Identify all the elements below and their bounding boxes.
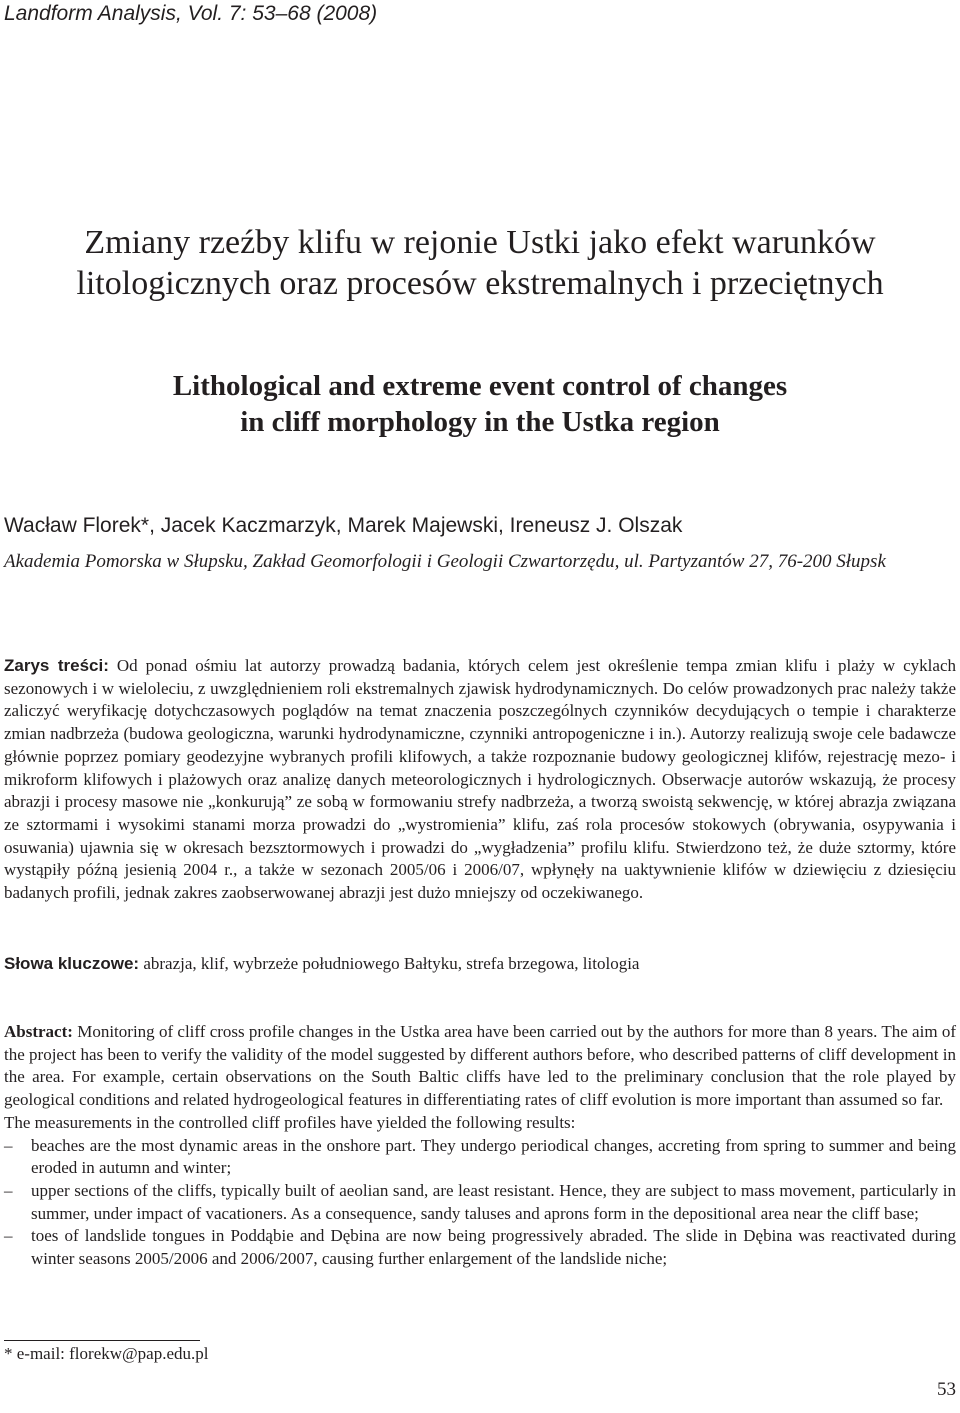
affiliation: Akademia Pomorska w Słupsku, Zakład Geomorfologii i Geologii Czwartorzędu, ul. Partyzantów 27, 76-200 Słupsk [4,551,886,572]
english-title-line-2: in cliff morphology in the Ustka region [240,406,720,438]
list-dash: – [4,1135,13,1155]
results-intro: The measurements in the controlled cliff profiles have yielded the following results: [4,1112,576,1132]
footnote-divider [4,1340,200,1341]
polish-abstract-text: Od ponad ośmiu lat autorzy prowadzą badania, których celem jest określenie tempa zmian klifu i plaży w cyklach sezonowych i w wieloleciu, z uwzględnieniem roli ekstremalnych zjawisk hydrodynamicznych. Do celów prowadzonych prac należy także zaliczyć weryfikację dotychczasowych poglądów na temat znaczenia poszczególnych czynników decydujących o tempie i charakterze zmian nadbrzeża (budowa geologiczna, warunki hydrodynamiczne, czynniki antropogeniczne i in.). Autorzy realizują swoje cele badawcze głównie poprzez pomiary geodezyjne wybranych profili klifowych, a także rozpoznanie budowy geologicznej klifów, rejestrację mezo- i mikroform klifowych i plażowych oraz analizę danych meteorologicznych i hydrologicznych. Obserwacje autorów wskazują, że procesy abrazji i procesy masowe nie „konkurują” ze sobą w formowaniu strefy nadbrzeża, a tworzą swoistą sekwencję, w której abrazja związana ze sztormami i wysokimi stanami morza prowadzi do „wystromienia” klifu, zaś rola procesów stokowych (obrywania, osypywania i osuwania) ujawnia się w okresach bezsztormowych i prowadzi do „wygładzenia” profilu klifu. Stwierdzono też, że duże sztormy, które wystąpiły późną jesienią 2004 r., a także w sezonach 2005/06 i 2006/07, wpłynęły na uaktywnienie klifów w dziewięciu z dziesięciu badanych profili, jednak zakres zaobserwowanej abrazji jest dużo mniejszy od oczekiwanego. [4,656,956,903]
results-list [4,1135,956,1271]
polish-abstract-label: Zarys treści: [4,656,109,675]
list-item-text: beaches are the most dynamic areas in the onshore part. They undergo periodical changes, accreting from spring to summer and being eroded in autumn and winter; [31,1135,956,1178]
polish-title [0,222,960,304]
polish-keywords-label: Słowa kluczowe: [4,954,140,973]
journal-header: Landform Analysis, Vol. 7: 53–68 (2008) [4,2,378,25]
english-abstract-text: Monitoring of cliff cross profile changes in the Ustka area have been carried out by the authors for more than 8 years. The aim of the project has been to verify the validity of the model suggested by different authors before, who described patterns of cliff development in the area. For example, certain observations on the South Baltic cliffs have led to the preliminary conclusion that the role played by geological conditions and related hydrogeological features in differentiating rates of cliff evolution is more important than assumed so far. [4,1022,957,1110]
footnote-email: * e-mail: florekw@pap.edu.pl [4,1344,209,1363]
polish-keywords-text: abrazja, klif, wybrzeże południowego Bałtyku, strefa brzegowa, litologia [143,954,640,973]
polish-keywords [4,953,956,976]
english-title [0,368,960,440]
polish-abstract [4,655,956,905]
list-dash: – [4,1226,13,1246]
list-item-text: toes of landslide tongues in Poddąbie and Dębina are now being progressively abraded. The slide in Dębina was reactivated during winter seasons 2005/2006 and 2006/2007, causing further enlargement of the landslide niche; [31,1226,956,1269]
list-item [4,1225,956,1270]
list-item-text: upper sections of the cliffs, typically built of aeolian sand, are least resistant. Hence, they are subject to mass movement, particularly in summer, under impact of vacationers. As a consequence, sandy taluses and aprons form in the depositional area near the cliff base; [31,1180,956,1223]
english-abstract [4,1021,956,1271]
polish-title-line-2: litologicznych oraz procesów ekstremalnych i przeciętnych [76,265,884,302]
english-abstract-label: Abstract: [4,1022,73,1041]
list-dash: – [4,1180,13,1200]
page-number: 53 [937,1379,956,1400]
polish-title-line-1: Zmiany rzeźby klifu w rejonie Ustki jako efekt warunków [84,224,876,261]
author-list: Wacław Florek*, Jacek Kaczmarzyk, Marek Majewski, Ireneusz J. Olszak [4,514,683,537]
list-item [4,1135,956,1180]
list-item [4,1180,956,1225]
english-title-line-1: Lithological and extreme event control of changes [172,370,788,402]
